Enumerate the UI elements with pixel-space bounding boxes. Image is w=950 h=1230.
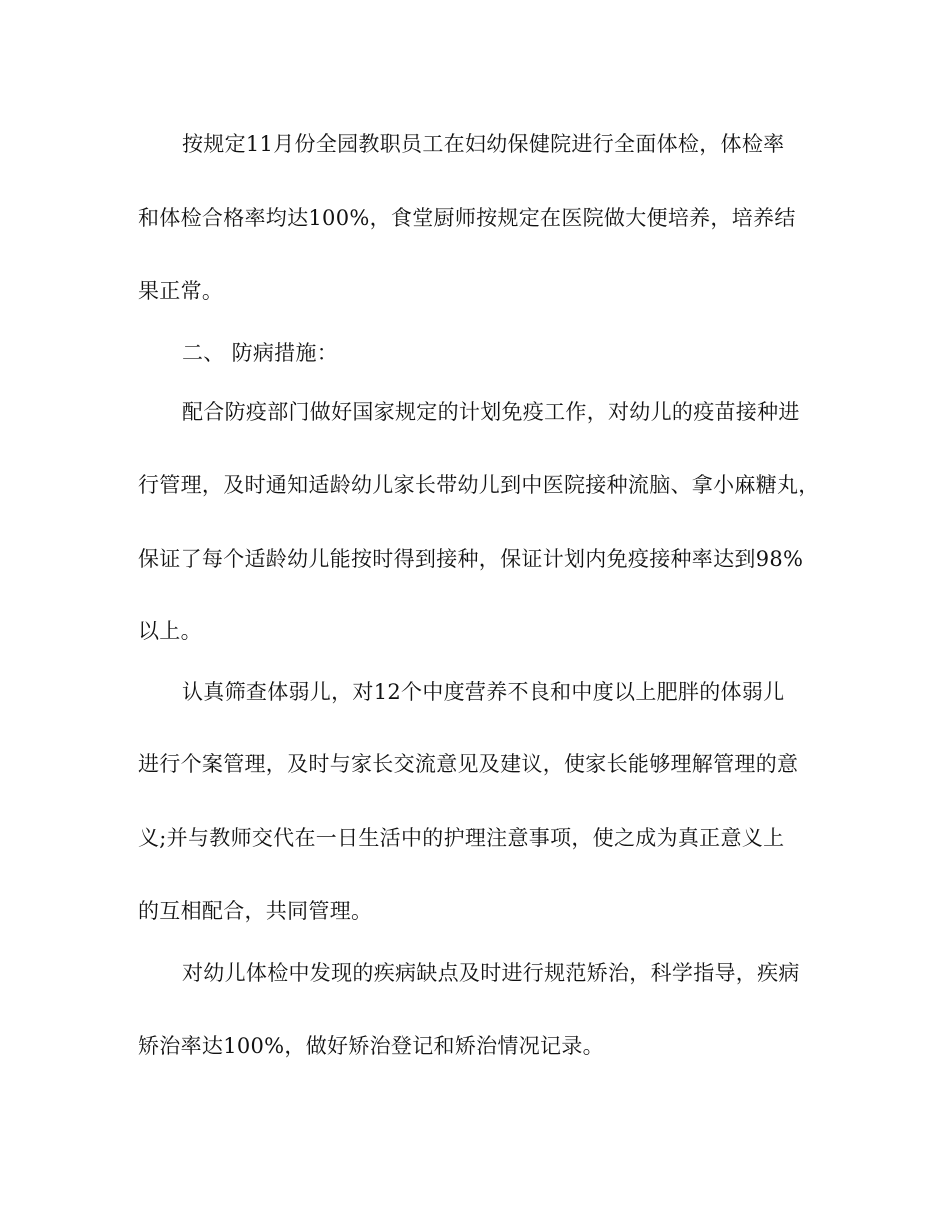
- paragraph-2-line-2: 行管理，及时通知适龄幼儿家长带幼儿到中医院接种流脑、拿小麻糖丸，: [138, 473, 820, 497]
- paragraph-3-line-2: 进行个案管理，及时与家长交流意见及建议，使家长能够理解管理的意: [138, 752, 799, 776]
- paragraph-1-line-2: 和体检合格率均达100%，食堂厨师按规定在医院做大便培养，培养结: [138, 206, 796, 230]
- paragraph-2-line-3: 保证了每个适龄幼儿能按时得到接种，保证计划内免疫接种率达到98%: [138, 547, 804, 571]
- paragraph-4-line-1: 对幼儿体检中发现的疾病缺点及时进行规范矫治，科学指导，疾病: [182, 961, 800, 985]
- paragraph-3-line-3: 义;并与教师交代在一日生活中的护理注意事项，使之成为真正意义上: [138, 826, 785, 850]
- paragraph-1-line-3: 果正常。: [138, 279, 224, 303]
- paragraph-3-line-1: 认真筛查体弱儿，对12个中度营养不良和中度以上肥胖的体弱儿: [182, 680, 785, 704]
- paragraph-3-line-4: 的互相配合，共同管理。: [138, 899, 373, 923]
- paragraph-2-line-1: 配合防疫部门做好国家规定的计划免疫工作，对幼儿的疫苗接种进: [182, 400, 800, 424]
- paragraph-4-line-2: 矫治率达100%，做好矫治登记和矫治情况记录。: [138, 1034, 604, 1058]
- paragraph-2-line-4: 以上。: [138, 619, 202, 643]
- section-heading: 二、 防病措施：: [182, 341, 339, 365]
- paragraph-1-line-1: 按规定11月份全园教职员工在妇幼保健院进行全面体检，体检率: [182, 132, 785, 156]
